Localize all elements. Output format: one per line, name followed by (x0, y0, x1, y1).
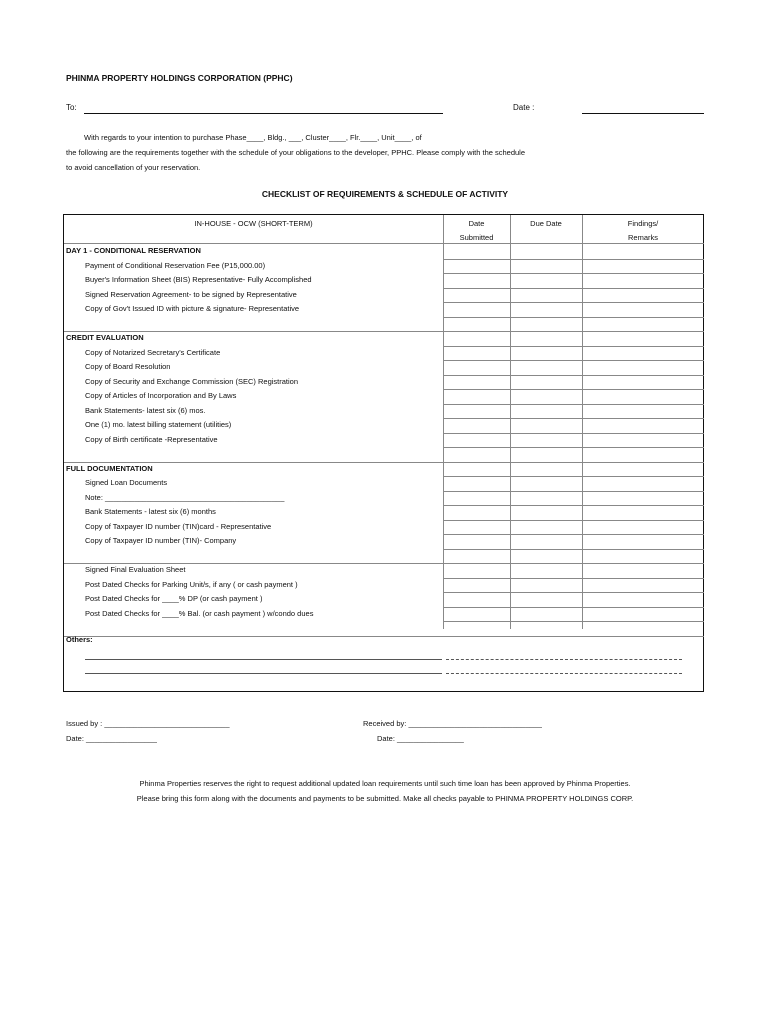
others-line[interactable] (85, 659, 442, 660)
blank-row (64, 447, 443, 461)
blank-row (64, 549, 443, 563)
header-findings-line2: Remarks (627, 233, 658, 242)
row-divider (443, 273, 704, 274)
requirements-table (63, 214, 704, 692)
requirement-row: Copy of Taxpayer ID number (TIN)- Company (85, 536, 237, 545)
section-heading: DAY 1 - CONDITIONAL RESERVATION (66, 246, 201, 255)
issued-by: Issued by : ______________________________ (66, 719, 230, 728)
requirement-row: Payment of Conditional Reservation Fee (P15,000.00) (85, 260, 266, 270)
requirement-row: Copy of Articles of Incorporation and By Laws (85, 391, 237, 400)
issued-date: Date: _________________ (66, 734, 157, 743)
section-heading: FULL DOCUMENTATION (66, 463, 153, 473)
row-divider (443, 346, 704, 347)
col-divider (510, 215, 511, 629)
others-line[interactable] (446, 659, 682, 660)
requirement-row: Copy of Birth certificate -Representative (85, 434, 218, 444)
row-divider (443, 607, 704, 608)
row-divider (443, 302, 704, 303)
requirement-row: Post Dated Checks for ____% Bal. (or cash payment ) w/condo dues (85, 608, 314, 618)
row-divider (443, 375, 704, 376)
row-divider (443, 288, 704, 289)
requirement-row: Signed Loan Documents (85, 478, 168, 487)
row-divider (443, 317, 704, 318)
row-divider (443, 563, 704, 564)
checklist-title: CHECKLIST OF REQUIREMENTS & SCHEDULE OF ACTIVITY (261, 189, 509, 199)
row-divider (443, 578, 704, 579)
row-divider (443, 404, 704, 405)
intro-line-1: With regards to your intention to purchase Phase____, Bldg., ___, Cluster____, Flr.____, Unit____, of (84, 133, 422, 142)
company-name: PHINMA PROPERTY HOLDINGS CORPORATION (PPHC) (66, 73, 293, 83)
row-divider (443, 418, 704, 419)
requirement-row: Copy of Gov't Issued ID with picture & signature- Representative (85, 304, 300, 313)
section-heading: CREDIT EVALUATION (66, 333, 144, 342)
requirement-row: Copy of Notarized Secretary's Certificate (85, 347, 221, 357)
row-divider (443, 534, 704, 535)
section-divider (64, 636, 443, 637)
header-date-line1: Date (468, 219, 485, 228)
footer-line-2: Please bring this form along with the documents and payments to be submitted. Make all checks payable to PHINMA PROPERTY HOLDINGS CORP. (136, 794, 634, 803)
row-divider (443, 259, 704, 260)
others-line[interactable] (446, 673, 682, 674)
row-divider (443, 520, 704, 521)
header-requirements: IN-HOUSE - OCW (SHORT-TERM) (194, 219, 313, 228)
row-divider (443, 389, 704, 390)
requirement-row: Post Dated Checks for ____% DP (or cash payment ) (85, 594, 263, 603)
date-field-line[interactable] (582, 113, 704, 114)
row-divider (443, 621, 704, 622)
requirement-row: Copy of Taxpayer ID number (TIN)card - Representative (85, 521, 272, 531)
received-by: Received by: ________________________________ (363, 719, 542, 728)
row-divider (443, 636, 704, 637)
to-field-line[interactable] (84, 113, 443, 114)
row-divider (443, 476, 704, 477)
received-date: Date: ________________ (377, 734, 464, 743)
requirement-row: Bank Statements - latest six (6) months (85, 507, 216, 516)
header-due-date: Due Date (530, 219, 562, 228)
row-divider (443, 462, 704, 463)
row-divider (443, 505, 704, 506)
date-label: Date : (513, 103, 535, 112)
requirement-row: Note: ___________________________________________ (85, 492, 285, 502)
row-divider (443, 360, 704, 361)
blank-row (64, 317, 443, 331)
row-divider (443, 447, 704, 448)
others-label: Others: (66, 635, 93, 644)
header-date-line2: Submitted (459, 233, 494, 242)
requirement-row: Copy of Security and Exchange Commission (SEC) Registration (85, 376, 299, 386)
footer-line-1: Phinma Properties reserves the right to request additional updated loan requirements until such time loan has been approved by Phinma Properties. (139, 779, 631, 788)
col-divider (582, 215, 583, 629)
requirement-row: Signed Final Evaluation Sheet (85, 565, 186, 574)
row-divider (443, 433, 704, 434)
intro-line-2: the following are the requirements together with the schedule of your obligations to the developer, PPHC. Please comply with the schedule (66, 148, 526, 157)
requirement-row: One (1) mo. latest billing statement (utilities) (85, 420, 232, 429)
header-findings-line1: Findings/ (627, 219, 659, 228)
requirement-row: Post Dated Checks for Parking Unit/s, if any ( or cash payment ) (85, 579, 298, 589)
requirement-row: Signed Reservation Agreement- to be signed by Representative (85, 289, 297, 299)
to-label: To: (66, 103, 77, 112)
requirement-row: Copy of Board Resolution (85, 362, 171, 371)
requirement-row: Buyer's Information Sheet (BIS) Representative- Fully Accomplished (85, 275, 312, 284)
row-divider (443, 331, 704, 332)
blank-row (64, 621, 443, 635)
row-divider (443, 592, 704, 593)
row-divider (443, 549, 704, 550)
row-divider (443, 491, 704, 492)
others-line[interactable] (85, 673, 442, 674)
requirement-row: Bank Statements- latest six (6) mos. (85, 405, 206, 415)
intro-line-3: to avoid cancellation of your reservation. (66, 163, 201, 172)
